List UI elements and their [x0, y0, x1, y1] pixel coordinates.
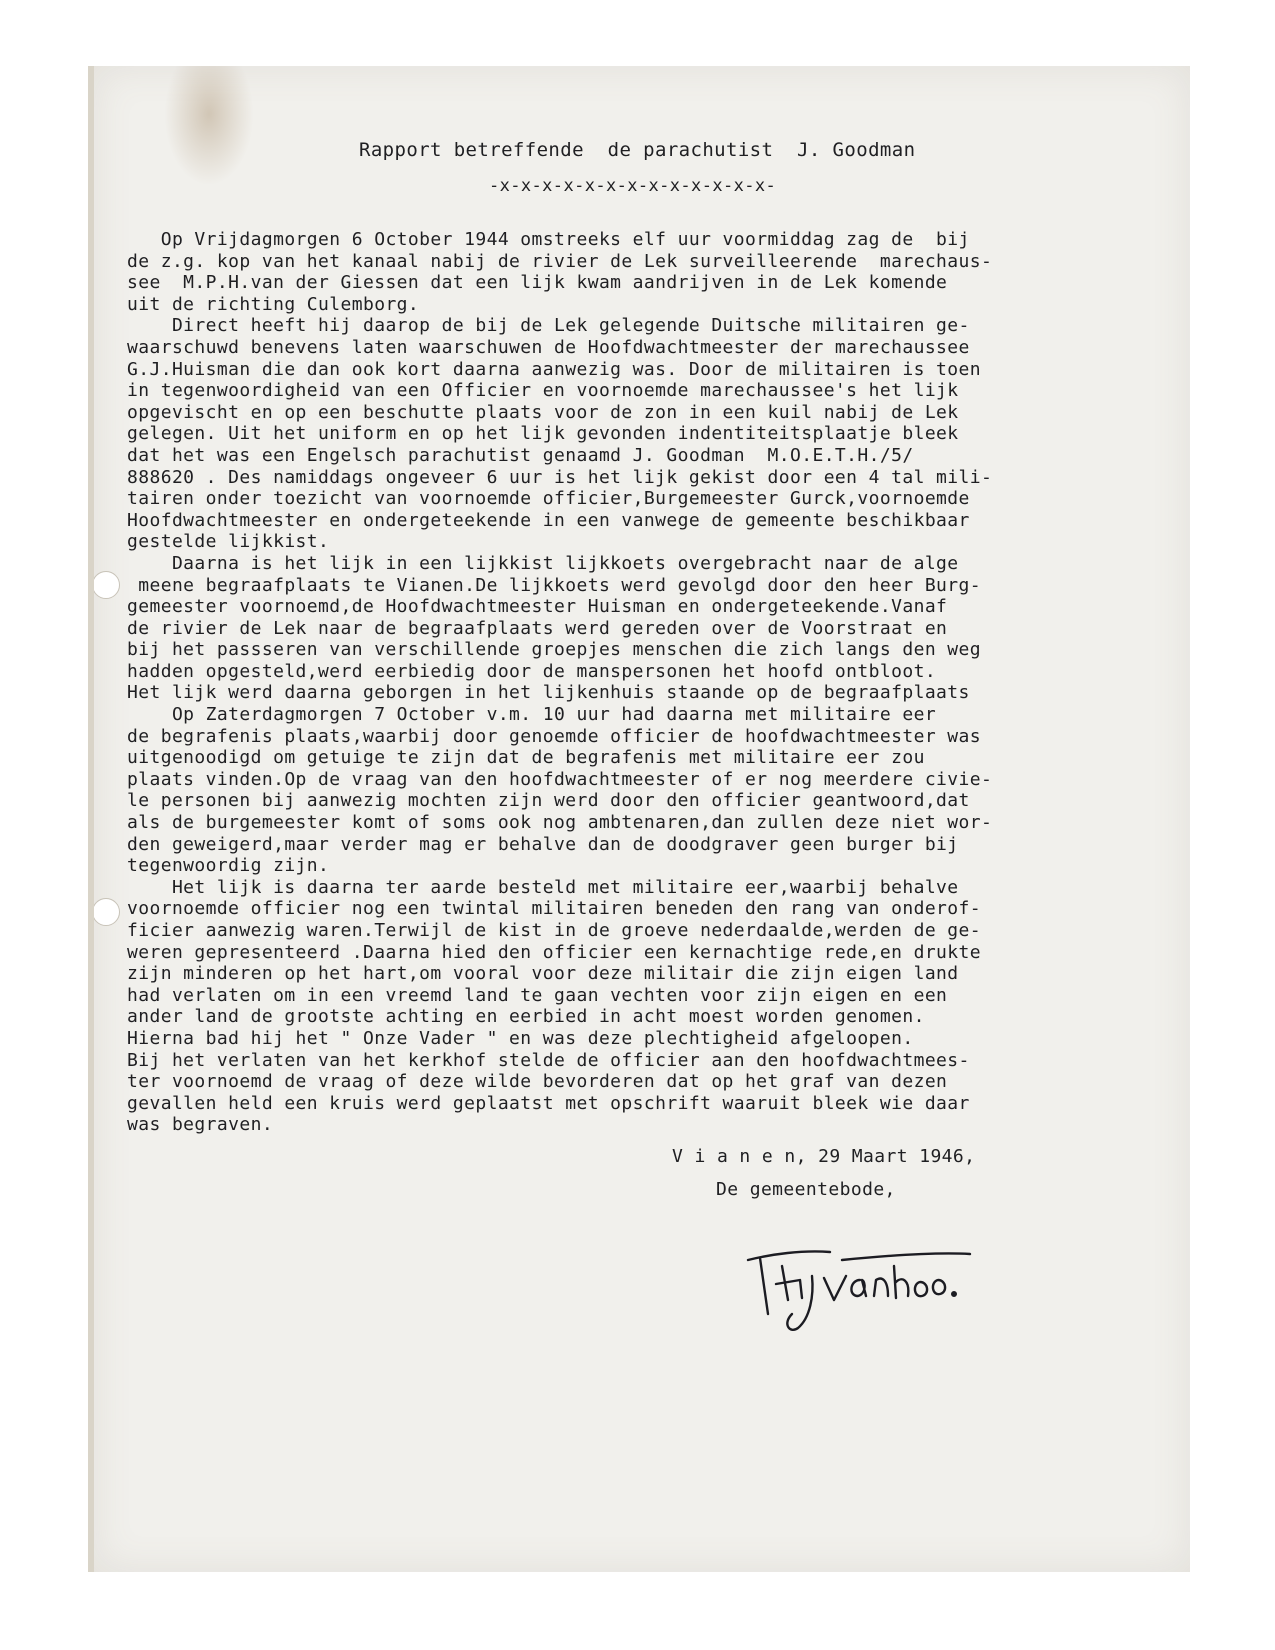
report-line: tegenwoordig zijn.: [127, 855, 330, 877]
paper-stain: [164, 66, 254, 186]
report-line: zijn minderen op het hart,om vooral voor deze militair die zijn eigen land: [127, 963, 959, 985]
report-line: bij het passseren van verschillende groepjes menschen die zich langs den weg: [127, 639, 982, 661]
report-line: opgevischt en op een beschutte plaats voor de zon in een kuil nabij de Lek: [127, 401, 959, 423]
report-line: in tegenwoordigheid van een Officier en voornoemde marechaussee's het lijk: [127, 380, 959, 402]
report-line: ter voornoemd de vraag of deze wilde bevorderen dat op het graf van dezen: [127, 1071, 948, 1093]
place-and-date: V i a n e n, 29 Maart 1946,: [672, 1146, 976, 1167]
report-line: plaats vinden.Op de vraag van den hoofdwachtmeester of er nog meerdere civie-: [127, 768, 993, 790]
report-line: Bij het verlaten van het kerkhof stelde de officier aan den hoofdwachtmees-: [127, 1049, 970, 1071]
report-line: gemeester voornoemd,de Hoofdwachtmeester Huisman en ondergeteekende.Vanaf: [127, 596, 948, 618]
report-line: den geweigerd,maar verder mag er behalve dan de doodgraver geen burger bij: [127, 833, 959, 855]
report-line: de rivier de Lek naar de begraafplaats werd gereden over de Voorstraat en: [127, 617, 948, 639]
report-line: gestelde lijkkist.: [127, 531, 330, 553]
typed-report-page: [88, 66, 1190, 1572]
report-line: ander land de grootste achting en eerbied in acht moest worden genomen.: [127, 1006, 925, 1028]
report-line: Op Zaterdagmorgen 7 October v.m. 10 uur had daarna met militaire eer: [127, 704, 937, 726]
signatory-role: De gemeentebode,: [716, 1179, 896, 1200]
report-line: als de burgemeester komt of soms ook nog ambtenaren,dan zullen deze niet wor-: [127, 812, 993, 834]
report-line: voornoemde officier nog een twintal militairen beneden den rang van onderof-: [127, 898, 982, 920]
report-line: see M.P.H.van der Giessen dat een lijk kwam aandrijven in de Lek komende: [127, 272, 948, 294]
report-line: Direct heeft hij daarop de bij de Lek gelegende Duitsche militairen ge-: [127, 315, 970, 337]
report-line: G.J.Huisman die dan ook kort daarna aanwezig was. Door de militairen is toen: [127, 358, 982, 380]
report-line: Hierna bad hij het " Onze Vader " en was deze plechtigheid afgeloopen.: [127, 1027, 914, 1049]
report-line: was begraven.: [127, 1114, 274, 1136]
report-line: Daarna is het lijk in een lijkkist lijkkoets overgebracht naar de alge: [127, 552, 959, 574]
handwritten-signature: [742, 1196, 972, 1336]
report-line: de z.g. kop van het kanaal nabij de rivier de Lek surveilleerende marechaus-: [127, 250, 993, 272]
report-line: meene begraafplaats te Vianen.De lijkkoets werd gevolgd door den heer Burg-: [127, 574, 982, 596]
report-body: [127, 229, 1187, 1136]
punch-hole: [92, 571, 120, 599]
report-line: had verlaten om in een vreemd land te gaan vechten voor zijn eigen en een: [127, 984, 948, 1006]
punch-hole: [92, 898, 120, 926]
report-line: Op Vrijdagmorgen 6 October 1944 omstreeks elf uur voormiddag zag de bij: [127, 229, 970, 250]
report-line: tairen onder toezicht van voornoemde officier,Burgemeester Gurck,voornoemde: [127, 488, 970, 510]
report-line: gelegen. Uit het uniform en op het lijk gevonden indentiteitsplaatje bleek: [127, 423, 959, 445]
report-line: uitgenoodigd om getuige te zijn dat de begrafenis met militaire eer zou: [127, 747, 925, 769]
report-line: hadden opgesteld,werd eerbiedig door de manspersonen het hoofd ontbloot.: [127, 660, 937, 682]
report-line: de begrafenis plaats,waarbij door genoemde officier de hoofdwachtmeester was: [127, 725, 982, 747]
report-title: Rapport betreffende de parachutist J. Goodman: [359, 139, 916, 161]
report-line: waarschuwd benevens laten waarschuwen de Hoofdwachtmeester der marechaussee: [127, 336, 970, 358]
report-line: gevallen held een kruis werd geplaatst met opschrift waaruit bleek wie daar: [127, 1092, 970, 1114]
report-line: le personen bij aanwezig mochten zijn werd door den officier geantwoord,dat: [127, 790, 970, 812]
report-line: Het lijk werd daarna geborgen in het lijkenhuis staande op de begraafplaats: [127, 682, 970, 704]
report-line: ficier aanwezig waren.Terwijl de kist in de groeve nederdaalde,werden de ge-: [127, 920, 982, 941]
report-line: uit de richting Culemborg.: [127, 293, 420, 315]
title-separator: -x-x-x-x-x-x-x-x-x-x-x-x-x-: [489, 176, 777, 196]
report-line: dat het was een Engelsch parachutist genaamd J. Goodman M.O.E.T.H./5/: [127, 444, 914, 466]
report-line: weren gepresenteerd .Daarna hied den officier een kernachtige rede,en drukte: [127, 941, 982, 963]
report-line: Hoofdwachtmeester en ondergeteekende in een vanwege de gemeente beschikbaar: [127, 509, 970, 531]
report-line: Het lijk is daarna ter aarde besteld met militaire eer,waarbij behalve: [127, 876, 959, 898]
report-line: 888620 . Des namiddags ongeveer 6 uur is het lijk gekist door een 4 tal mili-: [127, 466, 993, 488]
